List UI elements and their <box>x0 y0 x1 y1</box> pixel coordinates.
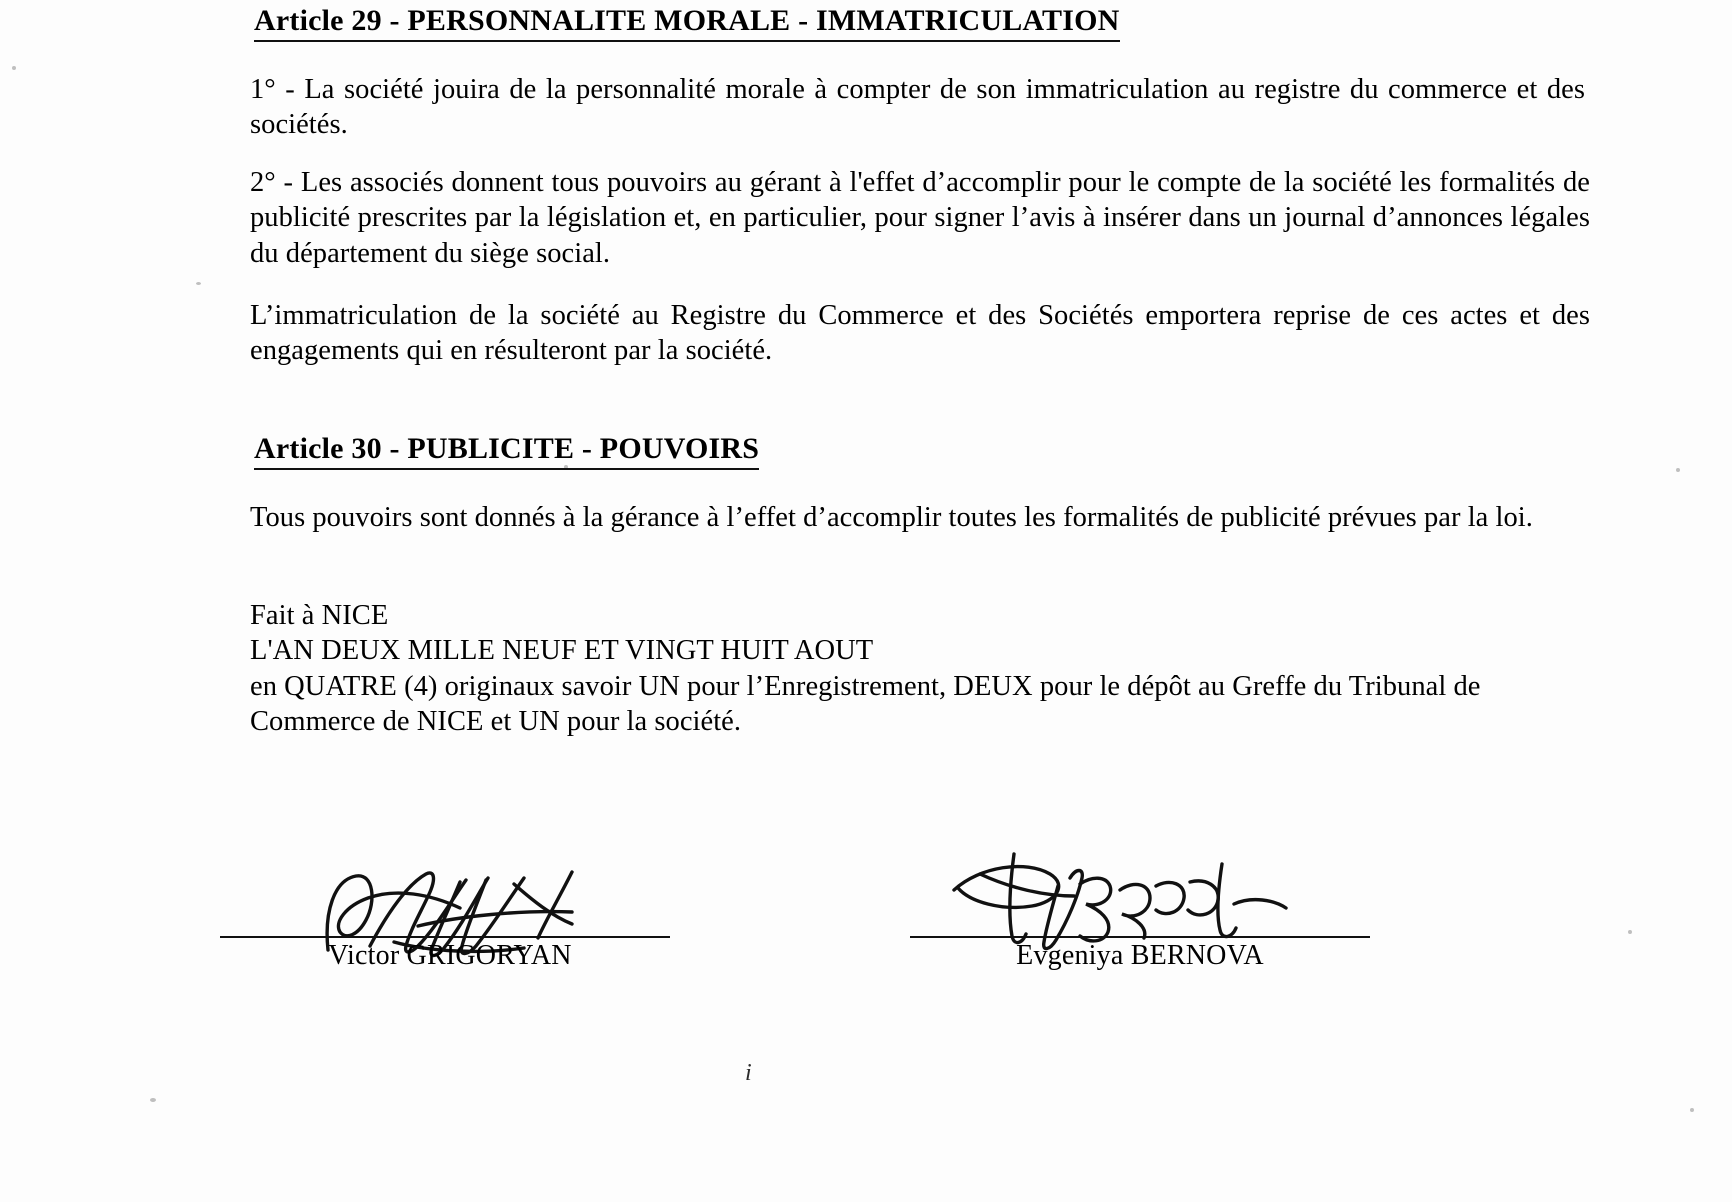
stray-ink-mark: i <box>745 1060 752 1086</box>
scan-speck <box>1676 468 1680 472</box>
closing-line-date: L'AN DEUX MILLE NEUF ET VINGT HUIT AOUT <box>250 635 874 667</box>
closing-statement <box>250 598 1590 739</box>
article-29-heading: Article 29 - PERSONNALITE MORALE - IMMATRICULATION <box>254 4 1120 42</box>
closing-line-copies: en QUATRE (4) originaux savoir UN pour l’Enregistrement, DEUX pour le dépôt au Greffe du Tribunal de Commerce de NICE et UN pour la société. <box>250 670 1481 737</box>
article-30-heading: Article 30 - PUBLICITE - POUVOIRS <box>254 432 759 470</box>
signatory-name-left: Victor GRIGORYAN <box>328 940 572 971</box>
article-29-paragraph-1: 1° - La société jouira de la personnalité morale à compter de son immatriculation au registre du commerce et des sociétés. <box>250 74 1585 141</box>
scan-speck <box>1690 1108 1694 1112</box>
signature-area <box>250 860 1650 1000</box>
scan-speck <box>150 1098 156 1102</box>
closing-line-place: Fait à NICE <box>250 600 389 631</box>
article-29-paragraph-3: L’immatriculation de la société au Registre du Commerce et des Sociétés emportera reprise de ces actes et des engagements qui en résulteront par la société. <box>250 300 1590 367</box>
scan-speck <box>196 282 201 285</box>
scan-speck <box>12 66 16 70</box>
signature-rule <box>220 936 670 938</box>
signature-rule <box>910 936 1370 938</box>
signatory-name-right: Evgeniya BERNOVA <box>1016 940 1264 971</box>
article-29-paragraph-2: 2° - Les associés donnent tous pouvoirs au gérant à l'effet d’accomplir pour le compte de la société les formalités de publicité prescrites par la législation et, en particulier, pour signer l’avis à insérer dans un journal d’annonces légales du département du siège social. <box>250 167 1590 269</box>
article-30-paragraph-1: Tous pouvoirs sont donnés à la gérance à l’effet d’accomplir toutes les formalités de publicité prévues par la loi. <box>250 502 1533 533</box>
